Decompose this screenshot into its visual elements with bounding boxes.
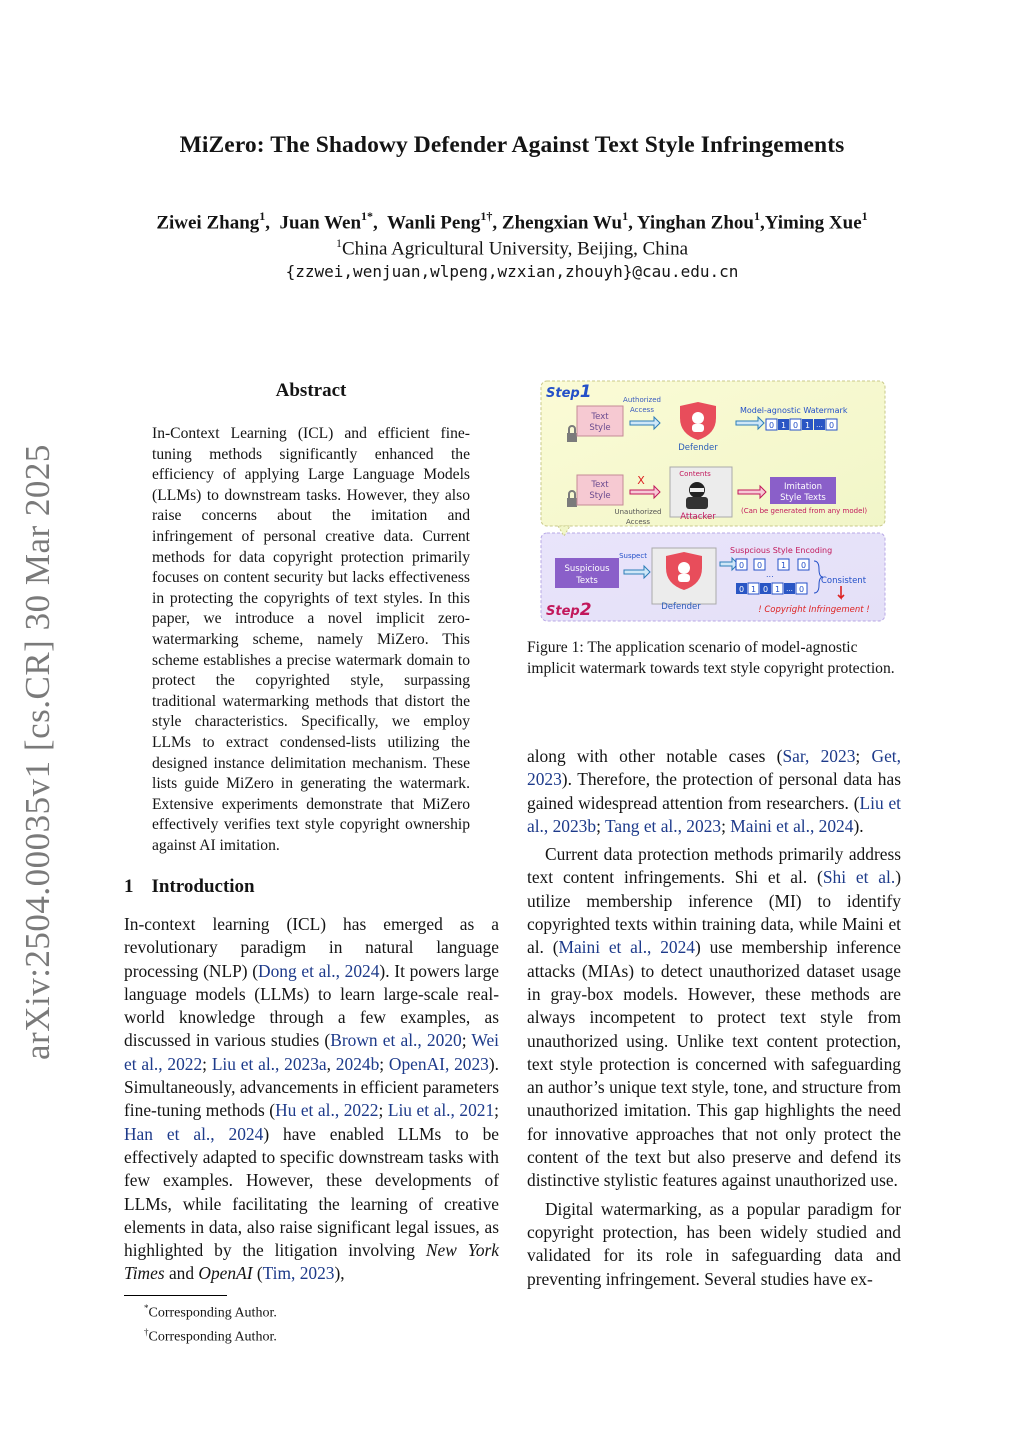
- footnote-rule: [124, 1295, 227, 1296]
- citation-link[interactable]: Wei et al., 2022: [124, 1030, 499, 1074]
- affiliation-mark: 1: [336, 236, 342, 250]
- abstract-heading: Abstract: [275, 380, 347, 401]
- footnote-text: Corresponding Author.: [148, 1329, 277, 1345]
- contents-label: Contents: [679, 470, 711, 478]
- arrow-label: Authorized: [623, 396, 661, 404]
- body-paragraph: [527, 843, 901, 1192]
- text-run: ;: [379, 1053, 389, 1074]
- arrow-label: Access: [626, 518, 650, 526]
- section-heading: [124, 876, 255, 898]
- svg-text:0: 0: [762, 585, 769, 594]
- infringement-label: ! Copyright Infringement !: [758, 605, 870, 615]
- figure-1: [540, 380, 886, 622]
- citation-link[interactable]: Liu et al., 2023a: [211, 1053, 327, 1074]
- text-run: ;: [721, 815, 731, 836]
- ellipsis: ...: [766, 570, 774, 579]
- text-run: ) have enabled LLMs to be effectively adapted to specific downstream tasks with few examples. However, these developments of LLMs, while facilitating the learning of creative elements in data, also raise significant legal issues, as highlighted by the litigation involving: [124, 1123, 500, 1261]
- svg-text:1: 1: [804, 421, 811, 430]
- author-mark: 1†: [480, 209, 493, 223]
- watermark-label: Model-agnostic Watermark: [740, 406, 848, 415]
- text-run: ). It powers large language models (LLMs) to learn large-scale real-world knowledge through a few examples, as discussed in various studies (: [124, 960, 499, 1051]
- citation-link[interactable]: Hu et al., 2022: [275, 1100, 379, 1121]
- svg-text:0: 0: [828, 421, 835, 430]
- author-name: Yinghan Zhou: [636, 212, 754, 234]
- suspicious-label: Suspicious: [564, 564, 610, 574]
- text-run: and: [164, 1263, 199, 1284]
- intro-paragraph: [124, 913, 499, 1286]
- text-run: ;: [494, 1100, 499, 1121]
- text-run: ) utilize membership inference (MI) to identify copyrighted texts within training data, while Maini et al. (: [527, 867, 901, 958]
- imitation-label: Style Texts: [780, 493, 826, 503]
- svg-text:...: ...: [786, 585, 793, 593]
- right-column: [527, 745, 901, 1291]
- author-mark: 1: [259, 209, 266, 223]
- citation-link[interactable]: Liu et al., 2021: [387, 1100, 495, 1121]
- step2-label: Step2: [546, 600, 592, 620]
- citation-link[interactable]: Dong et al., 2024: [258, 960, 380, 981]
- citation-link[interactable]: Get, 2023: [527, 746, 901, 790]
- text-run: (: [252, 1263, 263, 1284]
- imitation-label: Imitation: [784, 482, 822, 492]
- suspicious-label: Texts: [576, 576, 598, 586]
- svg-text:0: 0: [768, 421, 775, 430]
- bit-row-low: [736, 583, 807, 594]
- defender-label: Defender: [661, 602, 701, 612]
- svg-text:1: 1: [780, 561, 787, 570]
- bit-row-top: [766, 419, 837, 430]
- svg-text:0: 0: [738, 561, 745, 570]
- arrow-label: Suspect: [619, 552, 647, 560]
- card-label: Text: [591, 480, 609, 490]
- citation-link[interactable]: Shi et al.: [822, 867, 896, 888]
- author-mark: 1: [753, 209, 760, 223]
- text-run: Digital watermarking, as a popular paradigm for copyright protection, has been widely studied and validated for its role in safeguarding data and preventing infringement. Several studies have ex-: [527, 1198, 901, 1289]
- text-run: ) use membership inference attacks (MIAs) to detect unauthorized dataset usage in gray-box models. However, these methods are always incompetent to protect text style from unauthorized using. Unlike text content protection, text style protection is concerned with safeguarding an author’s unique text style, tone, and structure from unauthorized imitation. This gap highlights the need for innovative approaches that not only protect the content of the text but also preserve and defend its distinctive stylistic features against unauthorized use.: [527, 937, 901, 1191]
- text-run: ;: [378, 1100, 388, 1121]
- citation-link[interactable]: Brown et al., 2020: [330, 1030, 462, 1051]
- encoding-label: Suspcious Style Encoding: [730, 546, 833, 555]
- arxiv-identifier: arXiv:2504.00035v1 [cs.CR] 30 Mar 2025: [18, 444, 57, 1060]
- text-run: ;: [596, 815, 605, 836]
- svg-text:0: 0: [798, 585, 805, 594]
- svg-text:1: 1: [780, 421, 787, 430]
- text-run: ).: [853, 815, 864, 836]
- arrow-label: Access: [630, 406, 654, 414]
- body-paragraph: [527, 745, 901, 838]
- abstract-body: In-Context Learning (ICL) and efficient fine-tuning methods significantly enhanced the efficiency of applying Large Language Models (LLMs) to downstream tasks. However, they also raise concerns about the imitation and infringement of personal creative data. Current methods for data copyright protection primarily focuses on content security but lacks effectiveness in protecting the copyrights of text styles. In this paper, we introduce a novel implicit zero-watermarking scheme, namely MiZero. This scheme establishes a precise watermark domain to protect the copyrighted style, surpassing traditional watermarking methods that distort the style characteristics. Specifically, we employ LLMs to extract condensed-lists utilizing the designed instance delimitation mechanism. These lists guide MiZero in generating the watermark. Extensive experiments demonstrate that MiZero effectively verifies text style copyright ownership against AI imitation.: [152, 425, 470, 854]
- author-name: Zhengxian Wu: [501, 212, 623, 234]
- citation-link[interactable]: 2024b: [335, 1053, 380, 1074]
- svg-text:1: 1: [750, 585, 757, 594]
- text-run: ;: [461, 1030, 472, 1051]
- author-mark: 1: [861, 209, 868, 223]
- citation-link[interactable]: OpenAI, 2023: [388, 1053, 489, 1074]
- italic-run: OpenAI: [198, 1263, 253, 1284]
- author-name: Juan Wen: [279, 212, 362, 234]
- intro-column: [124, 913, 499, 1286]
- generated-note: (Can be generated from any model): [741, 507, 868, 515]
- card-label: Style: [589, 423, 611, 433]
- svg-text:...: ...: [816, 421, 823, 429]
- author-mark: 1: [622, 209, 629, 223]
- text-run: ),: [334, 1263, 345, 1284]
- cross-mark: X: [637, 474, 645, 487]
- citation-link[interactable]: Liu et al., 2023b: [527, 792, 901, 836]
- svg-text:0: 0: [738, 585, 745, 594]
- text-run: In-context learning (ICL) has emerged as a revolutionary paradigm in natural language processing (NLP) (: [124, 914, 499, 981]
- footnote-mark: †: [144, 1327, 149, 1338]
- author-mark: 1*: [361, 209, 374, 223]
- text-run: Current data protection methods primarily address text content infringements. Shi et al. (: [527, 844, 901, 888]
- citation-link[interactable]: Tim, 2023: [262, 1263, 335, 1284]
- svg-text:0: 0: [800, 561, 807, 570]
- text-run: along with other notable cases (: [527, 746, 783, 766]
- svg-text:0: 0: [756, 561, 763, 570]
- text-run: ,: [326, 1053, 336, 1074]
- figure-caption: Figure 1: The application scenario of model-agnostic implicit watermark towards text style copyright protection.: [527, 639, 895, 677]
- svg-text:0: 0: [792, 421, 799, 430]
- defender-label: Defender: [678, 443, 718, 453]
- footnotes: [124, 1299, 277, 1347]
- section-number: 1: [124, 876, 134, 897]
- attacker-label: Attacker: [680, 512, 716, 522]
- citation-link[interactable]: Han et al., 2024: [124, 1123, 264, 1144]
- author-name: Ziwei Zhang: [156, 212, 260, 234]
- author-list: Ziwei Zhang$^1$, Juan Wen$^{1*}$, Wanli Peng$^{1\dagger}$, Zhengxian Wu$^1$, Yinghan Zhou$^1$,Yiming Xue$^1$: [156, 209, 868, 234]
- section-title: Introduction: [151, 876, 255, 897]
- svg-text:1: 1: [774, 585, 781, 594]
- author-name: Wanli Peng: [386, 212, 481, 234]
- text-run: ;: [855, 746, 872, 766]
- author-emails[interactable]: {zzwei,wenjuan,wlpeng,wzxian,zhouyh}@cau.edu.cn: [285, 262, 739, 281]
- text-run: ). Simultaneously, advancements in efficient parameters fine-tuning methods (: [124, 1053, 500, 1121]
- consistent-label: Consistent: [821, 576, 867, 586]
- affiliation: [0, 236, 1024, 260]
- body-paragraph: [527, 1198, 901, 1291]
- paper-title: MiZero: The Shadowy Defender Against Text Style Infringements: [179, 132, 845, 158]
- affiliation-text: China Agricultural University, Beijing, China: [342, 238, 688, 260]
- footnote-text: Corresponding Author.: [148, 1305, 277, 1321]
- arrow-label: Unauthorized: [614, 508, 662, 516]
- footnote: [124, 1323, 277, 1347]
- text-run: ;: [202, 1053, 212, 1074]
- text-run: ). Therefore, the protection of personal data has gained widespread attention from researchers. (: [527, 769, 901, 813]
- citation-link[interactable]: Maini et al., 2024: [558, 937, 695, 958]
- citation-link[interactable]: Maini et al., 2024: [730, 815, 854, 836]
- italic-run: New York Times: [124, 1240, 499, 1284]
- citation-link[interactable]: Sar, 2023: [782, 746, 856, 766]
- card-label: Style: [589, 491, 611, 501]
- footnote-mark: *: [144, 1303, 149, 1313]
- card-label: Text: [591, 412, 609, 422]
- footnote: [124, 1299, 277, 1323]
- step1-label: Step1: [546, 382, 592, 402]
- author-name: Yiming Xue: [764, 212, 862, 234]
- citation-link[interactable]: Tang et al., 2023: [604, 815, 722, 836]
